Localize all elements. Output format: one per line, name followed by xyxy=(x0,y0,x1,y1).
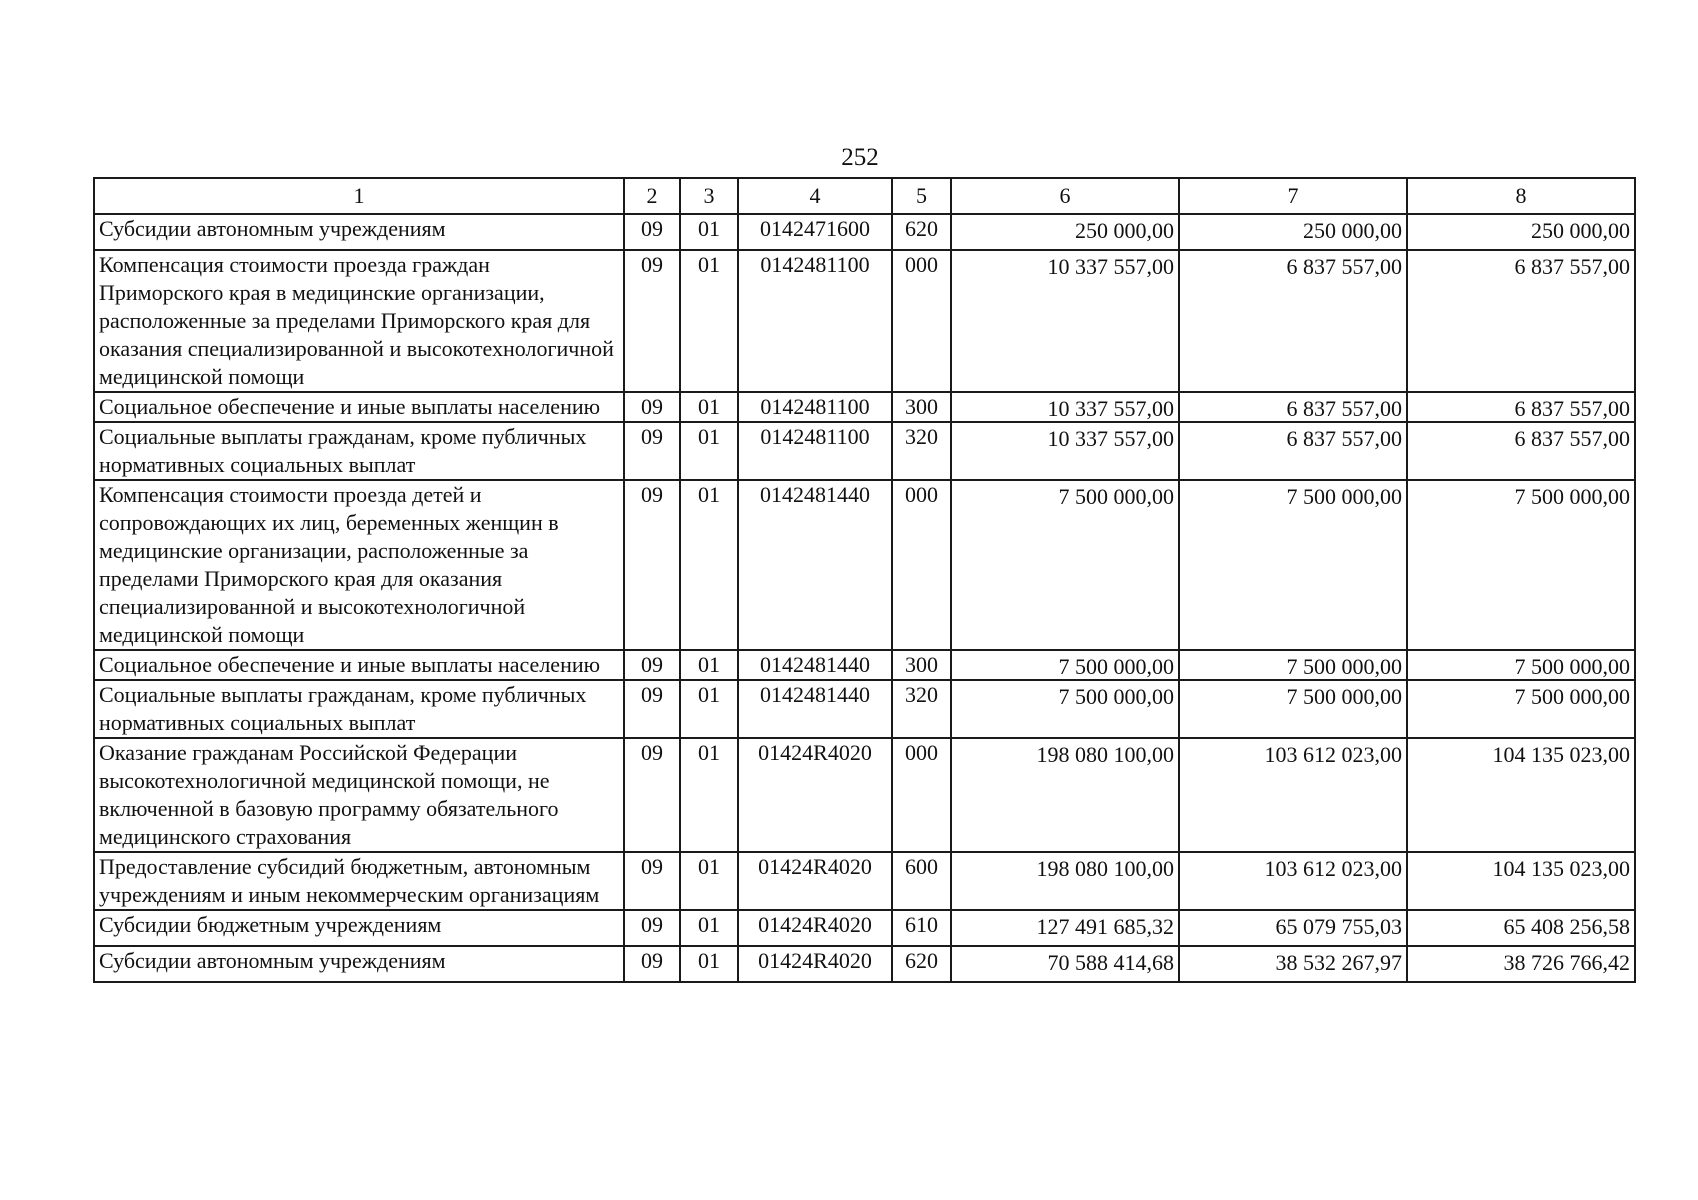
target-code: 0142481440 xyxy=(738,480,892,650)
amount-col8 xyxy=(1407,680,1635,738)
amount-col8 xyxy=(1407,392,1635,422)
amount-col6 xyxy=(951,422,1179,480)
table-row xyxy=(94,946,1635,982)
target-code: 01424R4020 xyxy=(738,946,892,982)
amount-col7 xyxy=(1179,910,1407,946)
amount-col7 xyxy=(1179,214,1407,250)
amount-value: 198 080 100,00 xyxy=(1036,742,1174,767)
section-code: 09 xyxy=(624,852,680,910)
amount-col7 xyxy=(1179,422,1407,480)
amount-value: 6 837 557,00 xyxy=(1514,254,1630,279)
amount-value: 7 500 000,00 xyxy=(1514,484,1630,509)
amount-value: 10 337 557,00 xyxy=(1047,426,1174,451)
amount-value: 7 500 000,00 xyxy=(1058,654,1174,679)
target-code: 0142481100 xyxy=(738,422,892,480)
amount-value: 70 588 414,68 xyxy=(1047,950,1174,975)
target-code: 0142471600 xyxy=(738,214,892,250)
amount-col8 xyxy=(1407,910,1635,946)
expense-type-code: 000 xyxy=(892,250,951,392)
amount-col8 xyxy=(1407,650,1635,680)
amount-col7 xyxy=(1179,680,1407,738)
table-row xyxy=(94,852,1635,910)
subsection-code: 01 xyxy=(680,910,738,946)
amount-col6 xyxy=(951,738,1179,852)
amount-value: 7 500 000,00 xyxy=(1058,684,1174,709)
expense-type-code: 320 xyxy=(892,680,951,738)
amount-value: 7 500 000,00 xyxy=(1514,684,1630,709)
header-cell: 7 xyxy=(1179,178,1407,214)
expense-name: Субсидии бюджетным учреждениям xyxy=(94,910,624,946)
header-row xyxy=(94,178,1635,214)
amount-value: 7 500 000,00 xyxy=(1286,654,1402,679)
expense-name: Оказание гражданам Российской Федерации высокотехнологичной медицинской помощи, не включенной в базовую программу обязательного медицинского страхования xyxy=(94,738,624,852)
subsection-code: 01 xyxy=(680,946,738,982)
expense-type-code: 300 xyxy=(892,392,951,422)
section-code: 09 xyxy=(624,738,680,852)
target-code: 01424R4020 xyxy=(738,852,892,910)
subsection-code: 01 xyxy=(680,680,738,738)
subsection-code: 01 xyxy=(680,392,738,422)
section-code: 09 xyxy=(624,250,680,392)
subsection-code: 01 xyxy=(680,738,738,852)
expense-type-code: 620 xyxy=(892,946,951,982)
expense-name: Компенсация стоимости проезда детей и сопровождающих их лиц, беременных женщин в медицинские организации, расположенные за пределами Приморского края для оказания специализированной и высокотехнологичной медицинской помощи xyxy=(94,480,624,650)
page-number: 252 xyxy=(841,144,879,171)
amount-value: 38 532 267,97 xyxy=(1275,950,1402,975)
amount-col7 xyxy=(1179,250,1407,392)
expense-type-code: 320 xyxy=(892,422,951,480)
table-row xyxy=(94,214,1635,250)
amount-value: 250 000,00 xyxy=(1303,218,1402,243)
header-cell: 5 xyxy=(892,178,951,214)
amount-value: 7 500 000,00 xyxy=(1514,654,1630,679)
expense-type-code: 600 xyxy=(892,852,951,910)
table-row xyxy=(94,480,1635,650)
amount-value: 103 612 023,00 xyxy=(1264,856,1402,881)
amount-col6 xyxy=(951,392,1179,422)
target-code: 01424R4020 xyxy=(738,738,892,852)
amount-col6 xyxy=(951,946,1179,982)
expense-type-code: 610 xyxy=(892,910,951,946)
expense-name: Социальное обеспечение и иные выплаты населению xyxy=(94,650,624,680)
header-cell: 1 xyxy=(94,178,624,214)
amount-value: 10 337 557,00 xyxy=(1047,254,1174,279)
header-cell: 6 xyxy=(951,178,1179,214)
subsection-code: 01 xyxy=(680,422,738,480)
amount-value: 103 612 023,00 xyxy=(1264,742,1402,767)
amount-col7 xyxy=(1179,650,1407,680)
amount-col8 xyxy=(1407,214,1635,250)
expense-type-code: 000 xyxy=(892,480,951,650)
subsection-code: 01 xyxy=(680,214,738,250)
section-code: 09 xyxy=(624,946,680,982)
amount-value: 6 837 557,00 xyxy=(1286,396,1402,421)
expense-name: Предоставление субсидий бюджетным, автономным учреждениям и иным некоммерческим организациям xyxy=(94,852,624,910)
amount-col6 xyxy=(951,480,1179,650)
expense-type-code: 620 xyxy=(892,214,951,250)
subsection-code: 01 xyxy=(680,480,738,650)
amount-value: 7 500 000,00 xyxy=(1058,484,1174,509)
amount-col6 xyxy=(951,680,1179,738)
amount-value: 250 000,00 xyxy=(1075,218,1174,243)
table-row xyxy=(94,650,1635,680)
amount-col7 xyxy=(1179,480,1407,650)
amount-col6 xyxy=(951,910,1179,946)
amount-value: 198 080 100,00 xyxy=(1036,856,1174,881)
amount-col8 xyxy=(1407,738,1635,852)
section-code: 09 xyxy=(624,680,680,738)
header-cell: 3 xyxy=(680,178,738,214)
target-code: 0142481100 xyxy=(738,392,892,422)
section-code: 09 xyxy=(624,422,680,480)
header-cell: 4 xyxy=(738,178,892,214)
expense-name: Компенсация стоимости проезда граждан Приморского края в медицинские организации, расположенные за пределами Приморского края для оказания специализированной и высокотехнологичной медицинской помощи xyxy=(94,250,624,392)
table-row xyxy=(94,738,1635,852)
expense-name: Социальное обеспечение и иные выплаты населению xyxy=(94,392,624,422)
amount-col7 xyxy=(1179,392,1407,422)
amount-col7 xyxy=(1179,852,1407,910)
table-row xyxy=(94,910,1635,946)
section-code: 09 xyxy=(624,392,680,422)
amount-value: 10 337 557,00 xyxy=(1047,396,1174,421)
amount-value: 6 837 557,00 xyxy=(1286,254,1402,279)
subsection-code: 01 xyxy=(680,650,738,680)
expense-name: Социальные выплаты гражданам, кроме публичных нормативных социальных выплат xyxy=(94,422,624,480)
amount-value: 65 079 755,03 xyxy=(1275,914,1402,939)
amount-value: 7 500 000,00 xyxy=(1286,484,1402,509)
amount-value: 104 135 023,00 xyxy=(1492,856,1630,881)
header-cell: 2 xyxy=(624,178,680,214)
section-code: 09 xyxy=(624,480,680,650)
target-code: 0142481440 xyxy=(738,650,892,680)
header-cell: 8 xyxy=(1407,178,1635,214)
target-code: 0142481100 xyxy=(738,250,892,392)
expense-type-code: 000 xyxy=(892,738,951,852)
amount-col6 xyxy=(951,650,1179,680)
expense-type-code: 300 xyxy=(892,650,951,680)
amount-col7 xyxy=(1179,946,1407,982)
target-code: 01424R4020 xyxy=(738,910,892,946)
table-row xyxy=(94,680,1635,738)
amount-col8 xyxy=(1407,480,1635,650)
amount-col8 xyxy=(1407,250,1635,392)
table-row xyxy=(94,392,1635,422)
amount-value: 104 135 023,00 xyxy=(1492,742,1630,767)
amount-value: 6 837 557,00 xyxy=(1514,396,1630,421)
subsection-code: 01 xyxy=(680,852,738,910)
amount-col7 xyxy=(1179,738,1407,852)
expense-name: Социальные выплаты гражданам, кроме публичных нормативных социальных выплат xyxy=(94,680,624,738)
expense-name: Субсидии автономным учреждениям xyxy=(94,946,624,982)
amount-col6 xyxy=(951,852,1179,910)
amount-col8 xyxy=(1407,852,1635,910)
table-row xyxy=(94,422,1635,480)
expense-name: Субсидии автономным учреждениям xyxy=(94,214,624,250)
subsection-code: 01 xyxy=(680,250,738,392)
target-code: 0142481440 xyxy=(738,680,892,738)
section-code: 09 xyxy=(624,214,680,250)
amount-col6 xyxy=(951,250,1179,392)
table-row xyxy=(94,250,1635,392)
amount-value: 38 726 766,42 xyxy=(1503,950,1630,975)
amount-value: 65 408 256,58 xyxy=(1503,914,1630,939)
amount-col8 xyxy=(1407,946,1635,982)
amount-value: 7 500 000,00 xyxy=(1286,684,1402,709)
budget-table xyxy=(93,177,1636,983)
amount-value: 6 837 557,00 xyxy=(1286,426,1402,451)
amount-col6 xyxy=(951,214,1179,250)
amount-value: 250 000,00 xyxy=(1531,218,1630,243)
amount-col8 xyxy=(1407,422,1635,480)
section-code: 09 xyxy=(624,910,680,946)
amount-value: 127 491 685,32 xyxy=(1036,914,1174,939)
section-code: 09 xyxy=(624,650,680,680)
amount-value: 6 837 557,00 xyxy=(1514,426,1630,451)
